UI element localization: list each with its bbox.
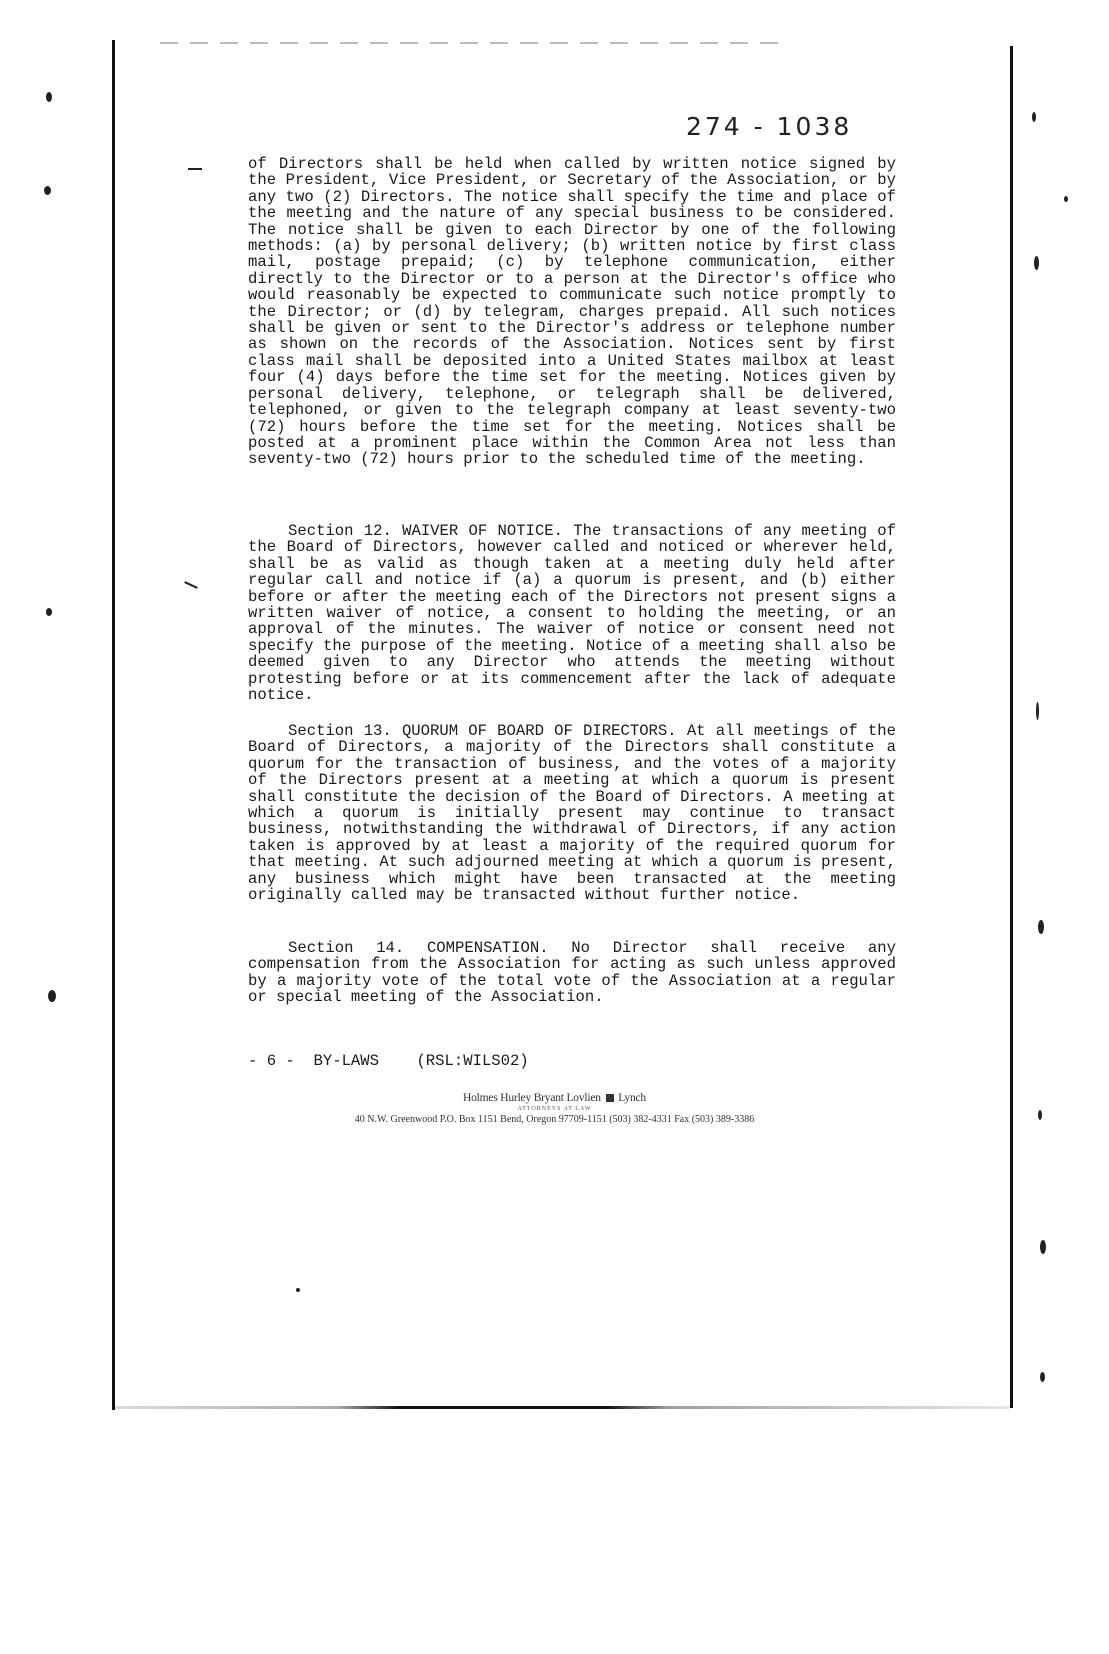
paragraph-text: Section 14. COMPENSATION. No Director shall receive any compensation from the Association for acting as such unless approved by a majority vote of the total vote of the Association at a regular or special meeting of the Association. [248, 939, 896, 1007]
firm-name-right: Lynch [618, 1092, 646, 1104]
scan-speck [1034, 256, 1039, 270]
scan-speck [188, 168, 202, 170]
firm-subtitle: ATTORNEYS AT LAW [517, 1106, 592, 1112]
scan-speck [1038, 920, 1044, 934]
scan-speck [46, 608, 52, 616]
section-12-paragraph [248, 523, 896, 703]
paragraph-text: Section 13. QUORUM OF BOARD OF DIRECTORS. At all meetings of the Board of Directors, a majority of the Directors shall constitute a quorum for the transaction of business, and the votes of a majority of the Directors present at a meeting at which a quorum is present shall constitute the decision of the Board of Directors. A meeting at which a quorum is initially present may continue to transact business, notwithstanding the withdrawal of Directors, if any action taken is approved by at least a majority of the required quorum for that meeting. At such adjourned meeting at which a quorum is present, any business which might have been transacted at the meeting originally called may be transacted without further notice. [248, 722, 896, 905]
page-footer-label: - 6 - BY-LAWS (RSL:WILS02) [248, 1052, 529, 1070]
scan-speck [1040, 1372, 1045, 1382]
paragraph-text: of Directors shall be held when called by written notice signed by the President, Vice President, or Secretary of the Association, or by any two (2) Directors. The notice shall specify the time and place of the meeting and the nature of any special business to be considered. The notice shall be given to each Director by one of the following methods: (a) by personal delivery; (b) written notice by first class mail, postage prepaid; (c) by telephone communication, either directly to the Director or to a person at the Director's office who would reasonably be expected to communicate such notice promptly to the Director; or (d) by telegram, charges prepaid. All such notices shall be given or sent to the Director's address or telephone number as shown on the records of the Association. Notices sent by first class mail shall be deposited into a United States mailbox at least four (4) days before the time set for the meeting. Notices given by personal delivery, telephone, or telegraph shall be delivered, telephoned, or given to the telegraph company at least seventy-two (72) hours before the time set for the meeting. Notices shall be posted at a prominent place within the Common Area not less than seventy-two (72) hours prior to the scheduled time of the meeting. [248, 155, 896, 469]
scan-speck [296, 1288, 300, 1292]
scan-artifact-left-border [112, 40, 115, 1410]
paragraph-text: Section 12. WAIVER OF NOTICE. The transactions of any meeting of the Board of Directors, however called and noticed or wherever held, shall be as valid as though taken at a meeting duly held after regular call and notice if (a) a quorum is present, and (b) either before or after the meeting each of the Directors not present signs a written waiver of notice, a consent to holding the meeting, or an approval of the minutes. The waiver of notice or consent need not specify the purpose of the meeting. Notice of a meeting shall also be deemed given to any Director who attends the meeting without protesting before or at its commencement after the lack of adequate notice. [248, 522, 896, 705]
body-paragraph [248, 156, 896, 468]
section-13-paragraph [248, 723, 896, 903]
scan-speck [46, 92, 52, 102]
firm-logo-icon [606, 1094, 614, 1102]
scan-artifact-right-border [1010, 46, 1013, 1408]
firm-address: 40 N.W. Greenwood P.O. Box 1151 Bend, Oregon 97709-1151 (503) 382-4331 Fax (503) 389-3386 [354, 1114, 755, 1125]
scan-speck [1040, 1240, 1046, 1254]
scan-speck [44, 186, 51, 195]
scan-artifact-top [160, 42, 780, 44]
scan-speck [1032, 112, 1036, 122]
firm-name-left: Holmes Hurley Bryant Lovlien [463, 1092, 601, 1104]
scan-artifact-bottom-border [112, 1406, 1010, 1409]
scan-speck [1064, 196, 1068, 202]
scan-speck [1036, 702, 1039, 720]
law-firm-letterhead [0, 1092, 1109, 1104]
scan-speck [48, 990, 56, 1002]
scan-speck [184, 581, 198, 589]
book-page-number: 274 - 1038 [686, 112, 853, 141]
section-14-paragraph [248, 940, 896, 1006]
